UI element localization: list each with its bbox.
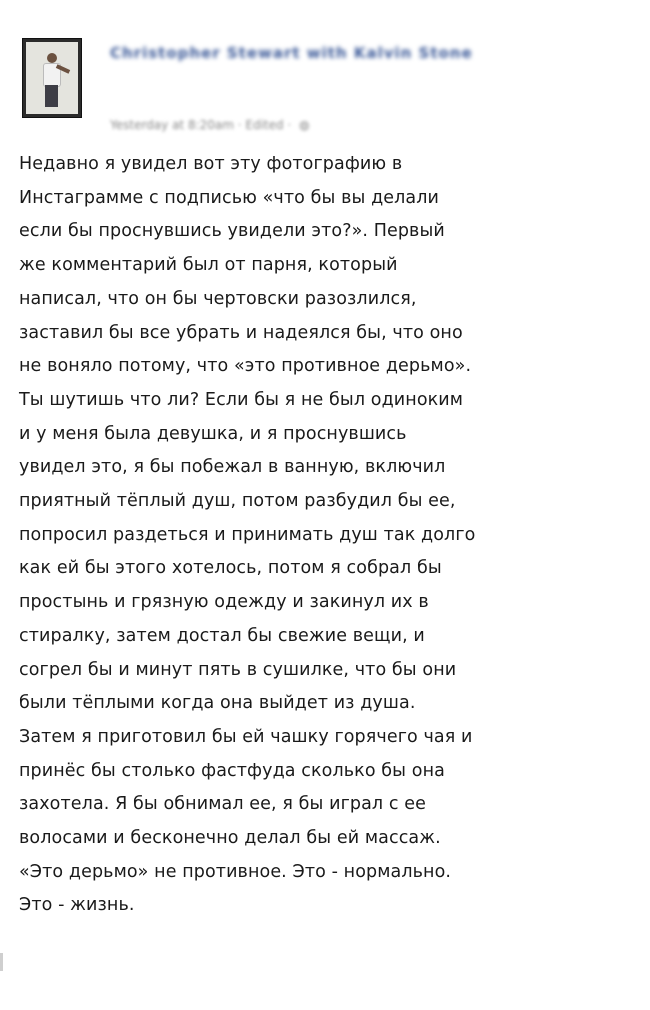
author-name[interactable]: Christopher Stewart with Kalvin Stone (110, 44, 473, 62)
post-header (0, 0, 650, 150)
post-line: увидел это, я бы побежал в ванную, включил (19, 457, 446, 478)
post-line: Недавно я увидел вот эту фотографию в (19, 154, 403, 174)
post-line: принёс бы столько фастфуда сколько бы она (19, 760, 445, 781)
post-line: простынь и грязную одежду и закинул их в (19, 592, 429, 613)
post-line: Затем я приготовил бы ей чашку горячего чая и (19, 726, 473, 747)
globe-icon: ◍ (299, 118, 310, 132)
post-line: Инстаграмме с подписью «что бы вы делали (19, 187, 440, 208)
post-line: согрел бы и минут пять в сушилке, что бы они (19, 659, 457, 680)
post-line: волосами и бесконечно делал бы ей массаж. (19, 828, 441, 849)
post-line: приятный тёплый душ, потом разбудил бы ее, (19, 491, 456, 512)
post-line: стиралку, затем достал бы свежие вещи, и (19, 625, 425, 646)
post-line: же комментарий был от парня, который (19, 255, 398, 276)
post-line: не воняло потому, что «это противное дерьмо». (19, 356, 472, 377)
post-line: заставил бы все убрать и надеялся бы, что оно (19, 322, 463, 343)
post-body (19, 148, 634, 923)
post-line: как ей бы этого хотелось, потом я собрал бы (19, 558, 442, 579)
post-line: Это - жизнь. (19, 895, 135, 916)
post-line: «Это дерьмо» не противное. Это - нормально. (19, 861, 452, 882)
post-line: и у меня была девушка, и я проснувшись (19, 423, 407, 444)
post-line: Ты шутишь что ли? Если бы я не был одиноким (19, 389, 464, 410)
post-line: захотела. Я бы обнимал ее, я бы играл с ее (19, 794, 426, 815)
scroll-edge-marker (0, 953, 3, 971)
post-timestamp[interactable] (110, 118, 450, 132)
author-avatar[interactable] (22, 38, 82, 118)
post-line: были тёплыми когда она выйдет из душа. (19, 693, 416, 714)
post-line: попросил раздеться и принимать душ так долго (19, 524, 476, 545)
post-line: если бы проснувшись увидели это?». Первый (19, 221, 445, 242)
post-line: написал, что он бы чертовски разозлился, (19, 288, 417, 309)
timestamp-text: Yesterday at 8:20am · Edited · (110, 118, 292, 132)
